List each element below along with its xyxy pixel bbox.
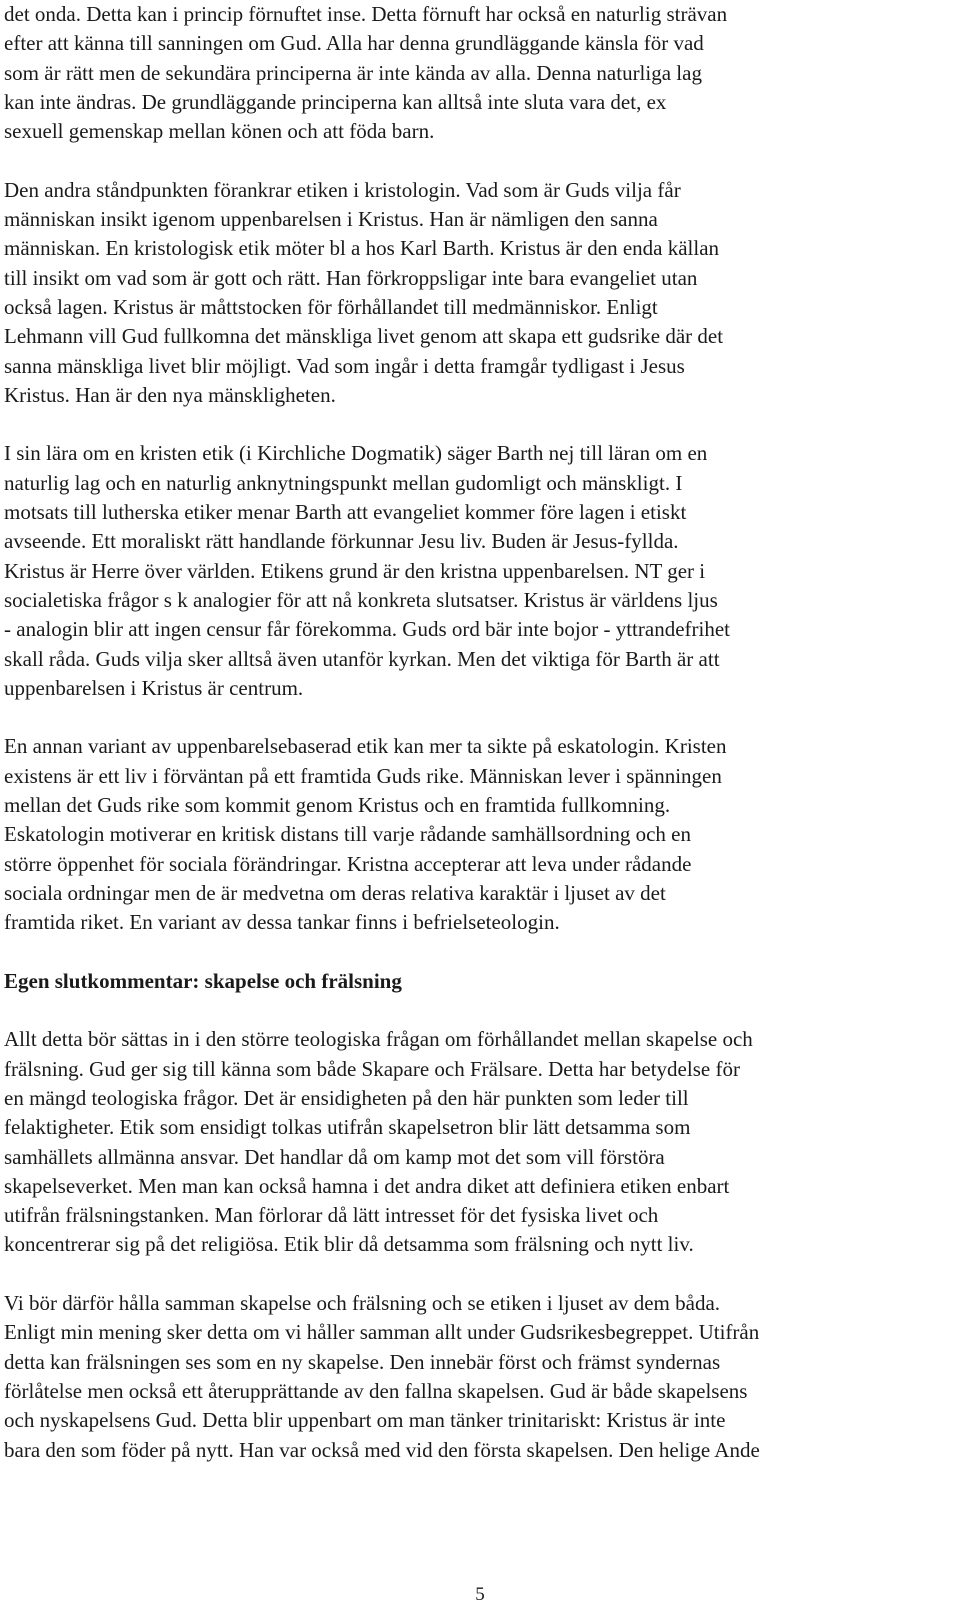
- paragraph: [4, 1025, 954, 1259]
- paragraph-gap: [4, 996, 954, 1025]
- text-line: frälsning. Gud ger sig till känna som både Skapare och Frälsare. Detta har betydelse för: [4, 1056, 740, 1081]
- text-line: koncentrerar sig på det religiösa. Etik blir då detsamma som frälsning och nytt liv.: [4, 1232, 694, 1257]
- paragraph-gap: [4, 146, 954, 175]
- text-line: Den andra ståndpunkten förankrar etiken i kristologin. Vad som är Guds vilja får: [4, 177, 681, 202]
- text-line: sexuell gemenskap mellan könen och att föda barn.: [4, 119, 435, 144]
- text-line: till insikt om vad som är gott och rätt. Han förkroppsligar inte bara evangeliet utan: [4, 265, 698, 290]
- text-line: det onda. Detta kan i princip förnuftet inse. Detta förnuft har också en naturlig strävan: [4, 2, 728, 26]
- text-line: naturlig lag och en naturlig anknytningspunkt mellan gudomligt och mänskligt. I: [4, 470, 683, 495]
- text-line: kan inte ändras. De grundläggande principerna kan alltså inte sluta vara det, ex: [4, 89, 667, 114]
- text-line: skall råda. Guds vilja sker alltså även utanför kyrkan. Men det viktiga för Barth är att: [4, 646, 720, 671]
- text-line: Vi bör därför hålla samman skapelse och frälsning och se etiken i ljuset av dem båda.: [4, 1291, 721, 1316]
- text-line: skapelseverket. Men man kan också hamna i det andra diket att definiera etiken enbart: [4, 1173, 730, 1198]
- paragraph: [4, 1289, 954, 1465]
- paragraph: [4, 0, 954, 146]
- text-line: existens är ett liv i förväntan på ett framtida Guds rike. Människan lever i spänningen: [4, 763, 722, 788]
- paragraph: [4, 732, 954, 937]
- paragraph-gap: [4, 938, 954, 967]
- text-line: socialetiska frågor s k analogier för att nå konkreta slutsatser. Kristus är världens ljus: [4, 587, 718, 612]
- text-line: felaktigheter. Etik som ensidigt tolkas utifrån skapelsetron blir lätt detsamma som: [4, 1115, 691, 1140]
- text-line: motsats till lutherska etiker menar Barth att evangeliet kommer före lagen i etiskt: [4, 500, 687, 525]
- text-line: sanna mänskliga livet blir möjligt. Vad som ingår i detta framgår tydligast i Jesus: [4, 353, 685, 378]
- text-line: människan insikt igenom uppenbarelsen i Kristus. Han är nämligen den sanna: [4, 207, 658, 232]
- paragraph: [4, 439, 954, 703]
- text-line: mellan det Guds rike som kommit genom Kristus och en framtida fullkomning.: [4, 793, 671, 818]
- text-line: I sin lära om en kristen etik (i Kirchliche Dogmatik) säger Barth nej till läran om en: [4, 441, 708, 466]
- text-line: större öppenhet för sociala förändringar. Kristna accepterar att leva under rådande: [4, 851, 692, 876]
- text-line: Kristus. Han är den nya mänskligheten.: [4, 382, 336, 407]
- text-line: sociala ordningar men de är medvetna om deras relativa karaktär i ljuset av det: [4, 880, 666, 905]
- text-line: avseende. Ett moraliskt rätt handlande förkunnar Jesu liv. Buden är Jesus-fyllda.: [4, 529, 679, 554]
- text-line: också lagen. Kristus är måttstocken för förhållandet till medmänniskor. Enligt: [4, 294, 658, 319]
- text-line: En annan variant av uppenbarelsebaserad etik kan mer ta sikte på eskatologin. Kristen: [4, 734, 727, 759]
- document-page: [4, 0, 954, 1465]
- text-line: detta kan frälsningen ses som en ny skapelse. Den innebär först och främst syndernas: [4, 1349, 721, 1374]
- text-line: Allt detta bör sättas in i den större teologiska frågan om förhållandet mellan skapelse och: [4, 1027, 753, 1052]
- text-line: som är rätt men de sekundära principerna är inte kända av alla. Denna naturliga lag: [4, 60, 702, 85]
- text-line: utifrån frälsningstanken. Man förlorar då lätt intresset för det fysiska livet och: [4, 1203, 659, 1228]
- paragraph-gap: [4, 410, 954, 439]
- text-line: efter att känna till sanningen om Gud. Alla har denna grundläggande känsla för vad: [4, 31, 704, 56]
- text-line: förlåtelse men också ett återupprättande av den fallna skapelsen. Gud är både skapelsens: [4, 1378, 748, 1403]
- text-line: - analogin blir att ingen censur får förekomma. Guds ord bär inte bojor - yttrandefrihet: [4, 617, 731, 642]
- text-line: framtida riket. En variant av dessa tankar finns i befrielseteologin.: [4, 910, 560, 935]
- text-line: Enligt min mening sker detta om vi håller samman allt under Gudsrikesbegreppet. Utifrån: [4, 1320, 760, 1345]
- text-line: Eskatologin motiverar en kritisk distans till varje rådande samhällsordning och en: [4, 822, 692, 847]
- paragraph-gap: [4, 703, 954, 732]
- text-line: Lehmann vill Gud fullkomna det mänskliga livet genom att skapa ett gudsrike där det: [4, 324, 724, 349]
- text-line: samhällets allmänna ansvar. Det handlar då om kamp mot det som vill förstöra: [4, 1144, 665, 1169]
- paragraph-gap: [4, 1260, 954, 1289]
- page-number: 5: [475, 1584, 485, 1605]
- text-line: och nyskapelsens Gud. Detta blir uppenbart om man tänker trinitariskt: Kristus är inte: [4, 1408, 726, 1433]
- section-heading: Egen slutkommentar: skapelse och frälsning: [4, 968, 402, 993]
- paragraph: [4, 176, 954, 410]
- text-line: Kristus är Herre över världen. Etikens grund är den kristna uppenbarelsen. NT ger i: [4, 558, 706, 583]
- text-line: en mängd teologiska frågor. Det är ensidigheten på den här punkten som leder till: [4, 1085, 689, 1110]
- text-line: bara den som föder på nytt. Han var också med vid den första skapelsen. Den helige Ande: [4, 1437, 760, 1462]
- text-line: människan. En kristologisk etik möter bl a hos Karl Barth. Kristus är den enda källan: [4, 236, 720, 261]
- text-line: uppenbarelsen i Kristus är centrum.: [4, 675, 304, 700]
